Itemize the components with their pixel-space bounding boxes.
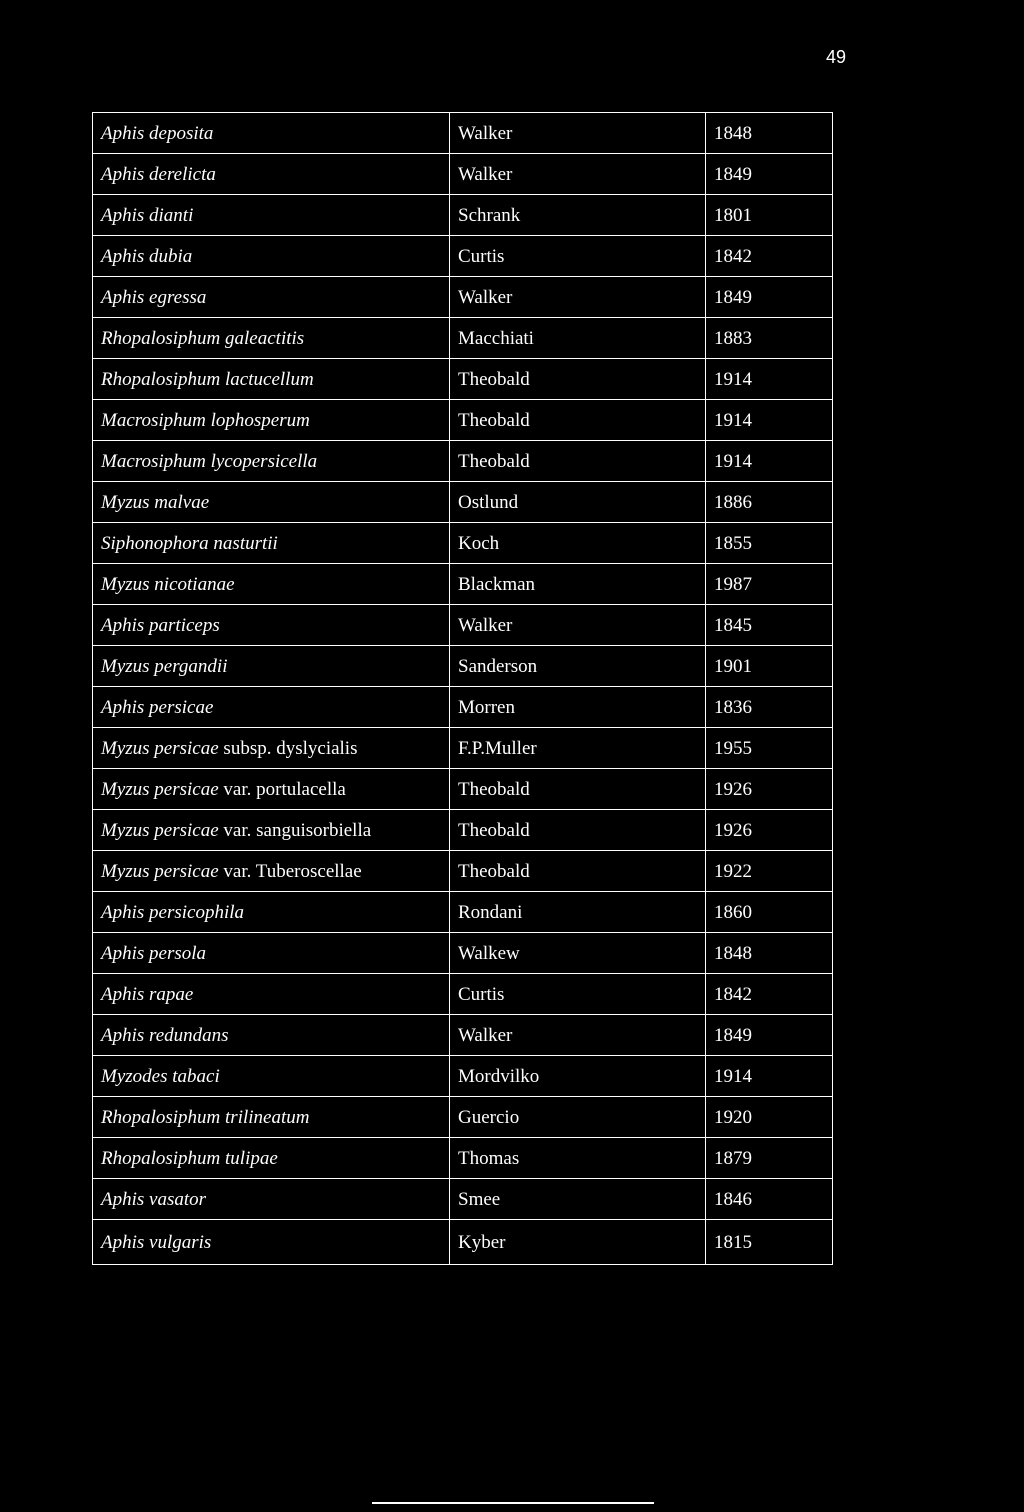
author-cell: F.P.Muller bbox=[450, 728, 706, 769]
species-name: Macrosiphum lophosperum bbox=[101, 409, 310, 431]
table-row bbox=[93, 646, 833, 687]
species-name-cell bbox=[93, 1138, 450, 1179]
species-name: Siphonophora nasturtii bbox=[101, 532, 278, 554]
author-cell: Macchiati bbox=[450, 318, 706, 359]
table-row bbox=[93, 1179, 833, 1220]
species-name: Aphis rapae bbox=[101, 983, 194, 1005]
species-name: Myzus nicotianae bbox=[101, 573, 235, 595]
species-name-cell bbox=[93, 933, 450, 974]
table-row bbox=[93, 318, 833, 359]
species-name-cell bbox=[93, 646, 450, 687]
species-name-cell bbox=[93, 277, 450, 318]
author-cell: Kyber bbox=[450, 1220, 706, 1265]
author-cell: Blackman bbox=[450, 564, 706, 605]
year-cell: 1849 bbox=[706, 277, 833, 318]
species-name-cell bbox=[93, 318, 450, 359]
species-name-cell bbox=[93, 154, 450, 195]
author-cell: Walker bbox=[450, 277, 706, 318]
species-name-cell bbox=[93, 359, 450, 400]
species-name: Aphis egressa bbox=[101, 286, 207, 308]
species-name: Myzus persicae bbox=[101, 778, 219, 800]
species-name: Myzus pergandii bbox=[101, 655, 228, 677]
species-name-cell bbox=[93, 687, 450, 728]
table-row bbox=[93, 687, 833, 728]
year-cell: 1922 bbox=[706, 851, 833, 892]
species-name: Rhopalosiphum lactucellum bbox=[101, 368, 314, 390]
author-cell: Curtis bbox=[450, 974, 706, 1015]
author-cell: Curtis bbox=[450, 236, 706, 277]
species-name-cell bbox=[93, 523, 450, 564]
table-row bbox=[93, 564, 833, 605]
table-row bbox=[93, 728, 833, 769]
author-cell: Theobald bbox=[450, 400, 706, 441]
author-cell: Morren bbox=[450, 687, 706, 728]
species-name-cell bbox=[93, 236, 450, 277]
species-name: Myzus malvae bbox=[101, 491, 210, 513]
species-name-cell bbox=[93, 892, 450, 933]
year-cell: 1886 bbox=[706, 482, 833, 523]
table-row bbox=[93, 236, 833, 277]
table-row bbox=[93, 441, 833, 482]
species-name-cell bbox=[93, 441, 450, 482]
table-row bbox=[93, 113, 833, 154]
author-cell: Rondani bbox=[450, 892, 706, 933]
footer-rule bbox=[372, 1502, 654, 1504]
table-row bbox=[93, 769, 833, 810]
author-cell: Walker bbox=[450, 113, 706, 154]
author-cell: Theobald bbox=[450, 769, 706, 810]
species-name: Aphis vulgaris bbox=[101, 1231, 212, 1253]
infraspecific-name: subsp. dyslycialis bbox=[218, 737, 358, 759]
year-cell: 1842 bbox=[706, 236, 833, 277]
species-name-cell bbox=[93, 1015, 450, 1056]
table-row bbox=[93, 1097, 833, 1138]
table-row bbox=[93, 195, 833, 236]
author-cell: Walker bbox=[450, 154, 706, 195]
species-name: Aphis vasator bbox=[101, 1188, 207, 1210]
table-row bbox=[93, 892, 833, 933]
year-cell: 1914 bbox=[706, 1056, 833, 1097]
species-name: Aphis persicophila bbox=[101, 901, 245, 923]
species-name: Aphis deposita bbox=[101, 122, 214, 144]
table-body bbox=[93, 113, 833, 1265]
year-cell: 1914 bbox=[706, 400, 833, 441]
page-number: 49 bbox=[826, 47, 847, 67]
species-name-cell bbox=[93, 400, 450, 441]
author-cell: Thomas bbox=[450, 1138, 706, 1179]
table-row bbox=[93, 605, 833, 646]
species-name-cell bbox=[93, 113, 450, 154]
table-row bbox=[93, 1056, 833, 1097]
species-name: Rhopalosiphum trilineatum bbox=[101, 1106, 310, 1128]
author-cell: Walker bbox=[450, 1015, 706, 1056]
year-cell: 1901 bbox=[706, 646, 833, 687]
species-table bbox=[92, 112, 833, 1265]
infraspecific-name: var. Tuberoscellae bbox=[218, 860, 362, 882]
species-name-cell bbox=[93, 769, 450, 810]
species-name: Macrosiphum lycopersicella bbox=[101, 450, 318, 472]
infraspecific-name: var. sanguisorbiella bbox=[218, 819, 372, 841]
year-cell: 1842 bbox=[706, 974, 833, 1015]
species-name-cell bbox=[93, 1179, 450, 1220]
species-name: Rhopalosiphum galeactitis bbox=[101, 327, 305, 349]
year-cell: 1879 bbox=[706, 1138, 833, 1179]
species-name: Myzus persicae bbox=[101, 819, 219, 841]
year-cell: 1920 bbox=[706, 1097, 833, 1138]
species-name-cell bbox=[93, 564, 450, 605]
table-row bbox=[93, 810, 833, 851]
year-cell: 1926 bbox=[706, 810, 833, 851]
table-row bbox=[93, 933, 833, 974]
year-cell: 1848 bbox=[706, 113, 833, 154]
table-row bbox=[93, 974, 833, 1015]
author-cell: Schrank bbox=[450, 195, 706, 236]
table-row bbox=[93, 277, 833, 318]
species-name-cell bbox=[93, 605, 450, 646]
infraspecific-name: var. portulacella bbox=[218, 778, 346, 800]
author-cell: Theobald bbox=[450, 810, 706, 851]
table-row bbox=[93, 1220, 833, 1265]
table-row bbox=[93, 1138, 833, 1179]
year-cell: 1845 bbox=[706, 605, 833, 646]
species-name-cell bbox=[93, 1056, 450, 1097]
author-cell: Sanderson bbox=[450, 646, 706, 687]
year-cell: 1846 bbox=[706, 1179, 833, 1220]
table-row bbox=[93, 523, 833, 564]
species-name: Myzus persicae bbox=[101, 860, 219, 882]
species-name: Myzodes tabaci bbox=[101, 1065, 220, 1087]
year-cell: 1815 bbox=[706, 1220, 833, 1265]
species-name-cell bbox=[93, 482, 450, 523]
author-cell: Theobald bbox=[450, 359, 706, 400]
year-cell: 1926 bbox=[706, 769, 833, 810]
author-cell: Koch bbox=[450, 523, 706, 564]
species-name: Aphis persicae bbox=[101, 696, 214, 718]
table-row bbox=[93, 482, 833, 523]
table-row bbox=[93, 154, 833, 195]
author-cell: Walker bbox=[450, 605, 706, 646]
species-name: Aphis derelicta bbox=[101, 163, 216, 185]
author-cell: Mordvilko bbox=[450, 1056, 706, 1097]
species-name-cell bbox=[93, 810, 450, 851]
species-name: Aphis persola bbox=[101, 942, 207, 964]
table-row bbox=[93, 851, 833, 892]
table-row bbox=[93, 400, 833, 441]
species-name: Aphis dianti bbox=[101, 204, 194, 226]
author-cell: Smee bbox=[450, 1179, 706, 1220]
year-cell: 1955 bbox=[706, 728, 833, 769]
year-cell: 1883 bbox=[706, 318, 833, 359]
year-cell: 1848 bbox=[706, 933, 833, 974]
species-name: Aphis dubia bbox=[101, 245, 193, 267]
year-cell: 1914 bbox=[706, 441, 833, 482]
year-cell: 1914 bbox=[706, 359, 833, 400]
species-name-cell bbox=[93, 974, 450, 1015]
author-cell: Ostlund bbox=[450, 482, 706, 523]
year-cell: 1836 bbox=[706, 687, 833, 728]
table-row bbox=[93, 1015, 833, 1056]
species-name-cell bbox=[93, 728, 450, 769]
species-name: Rhopalosiphum tulipae bbox=[101, 1147, 278, 1169]
author-cell: Guercio bbox=[450, 1097, 706, 1138]
species-name: Myzus persicae bbox=[101, 737, 219, 759]
species-name: Aphis particeps bbox=[101, 614, 220, 636]
author-cell: Theobald bbox=[450, 851, 706, 892]
author-cell: Walkew bbox=[450, 933, 706, 974]
year-cell: 1849 bbox=[706, 154, 833, 195]
species-name-cell bbox=[93, 1097, 450, 1138]
year-cell: 1987 bbox=[706, 564, 833, 605]
year-cell: 1860 bbox=[706, 892, 833, 933]
species-name: Aphis redundans bbox=[101, 1024, 229, 1046]
year-cell: 1855 bbox=[706, 523, 833, 564]
species-name-cell bbox=[93, 195, 450, 236]
year-cell: 1849 bbox=[706, 1015, 833, 1056]
table-row bbox=[93, 359, 833, 400]
species-name-cell bbox=[93, 851, 450, 892]
species-name-cell bbox=[93, 1220, 450, 1265]
year-cell: 1801 bbox=[706, 195, 833, 236]
author-cell: Theobald bbox=[450, 441, 706, 482]
